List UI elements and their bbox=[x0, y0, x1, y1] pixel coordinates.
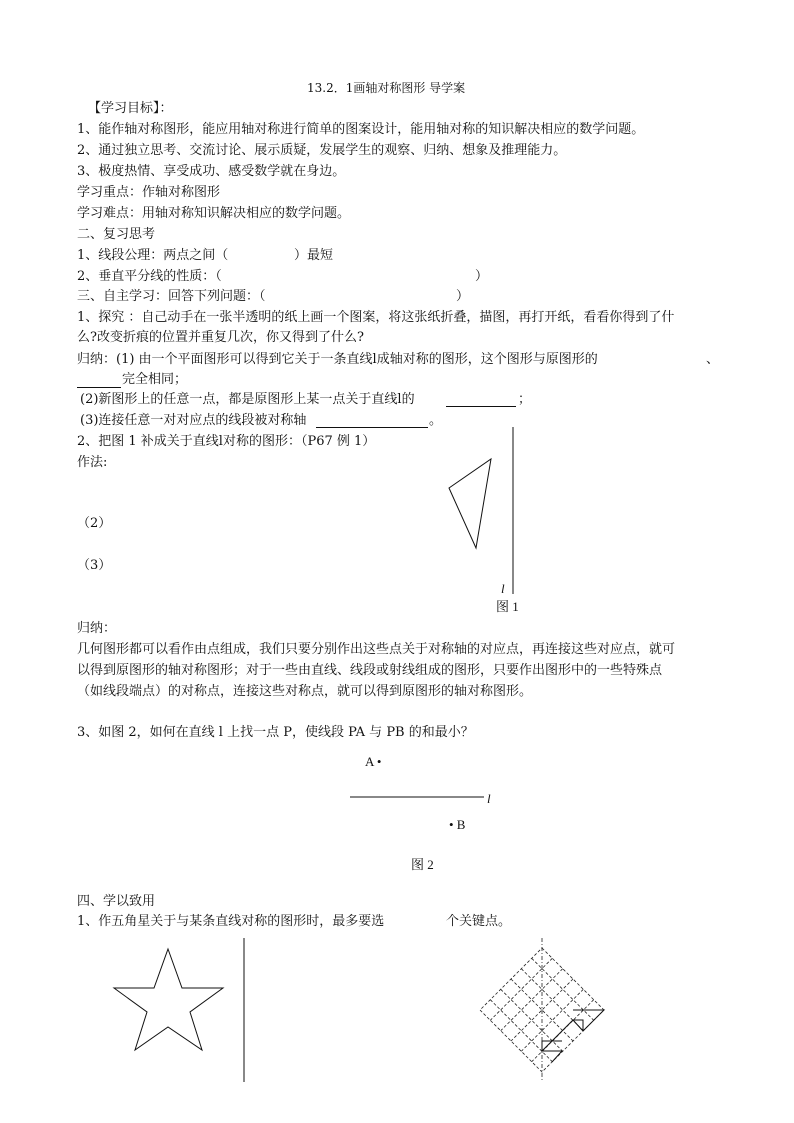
conclusion-line: （如线段端点）的对称点，连接这些对称点，就可以得到原图形的轴对称图形。 bbox=[77, 684, 533, 699]
step-label: （2） bbox=[77, 516, 112, 531]
summary-line: (2)新图形上的任意一点，都是原图形上某一点关于直线l的 bbox=[80, 392, 415, 407]
goal-item: 1、能作轴对称图形，能应用轴对称进行简单的图案设计，能用轴对称的知识解决相应的数学问题。 bbox=[77, 122, 645, 137]
summary-line: 完全相同； bbox=[122, 372, 188, 387]
self-study-heading-start: 三、自主学习：回答下列问题：（ bbox=[77, 289, 266, 304]
goals-heading: 【学习目标】： bbox=[88, 101, 173, 116]
page-title: 13.2．1画轴对称图形 导学案 bbox=[307, 81, 466, 95]
line-label: l bbox=[487, 791, 491, 806]
point-a-label: A • bbox=[365, 754, 382, 769]
axis-label: l bbox=[501, 581, 505, 596]
task3-question: 3、如图 2，如何在直线 l 上找一点 P，使线段 PA 与 PB 的和最小？ bbox=[77, 725, 474, 740]
summary-line: (3)连接任意一对对应点的线段被对称轴 bbox=[80, 413, 307, 428]
method-label: 作法: bbox=[77, 455, 108, 470]
apply-q1-end: 个关键点。 bbox=[446, 914, 512, 929]
review-q1-start: 1、线段公理：两点之间（ bbox=[77, 248, 229, 263]
summary-line: 归纳：(1) 由一个平面图形可以得到它关于一条直线l成轴对称的图形，这个图形与原图形的 bbox=[77, 352, 598, 367]
difficulty: 学习难点：用轴对称知识解决相应的数学问题。 bbox=[77, 206, 351, 221]
summary-line-end: ； bbox=[518, 392, 532, 407]
summary-line-end: 。 bbox=[429, 413, 443, 428]
conclusion-line: 几何图形都可以看作由点组成，我们只要分别作出这些点关于对称轴的对应点，再连接这些对应点，就可 bbox=[77, 642, 676, 657]
conclusion-line: 以得到原图形的轴对称图形；对于一些由直线、线段或射线组成的图形，只要作出图形中的一些特殊点 bbox=[77, 663, 663, 678]
review-q2-start: 2、垂直平分线的性质：（ bbox=[77, 269, 222, 284]
explore-line: 么?改变折痕的位置并重复几次，你又得到了什么? bbox=[77, 330, 364, 345]
goal-item: 3、极度热情、享受成功、感受数学就在身边。 bbox=[77, 164, 346, 179]
star-shape bbox=[114, 949, 223, 1050]
goal-item: 2、通过独立思考、交流讨论、展示质疑，发展学生的观察、归纳、想象及推理能力。 bbox=[77, 143, 567, 158]
review-q1-end: ）最短 bbox=[294, 248, 334, 263]
figure-caption: 图 2 bbox=[411, 857, 434, 872]
conclusion-heading: 归纳： bbox=[77, 621, 117, 636]
apply-q1-start: 1、作五角星关于与某条直线对称的图形时，最多要选 bbox=[77, 914, 385, 929]
self-study-heading-end: ） bbox=[456, 289, 470, 304]
key-point: 学习重点：作轴对称图形 bbox=[77, 185, 221, 200]
point-b-label: • B bbox=[449, 817, 466, 832]
pattern-shape bbox=[542, 1010, 604, 1062]
figure-caption: 图 1 bbox=[496, 599, 519, 614]
review-q2-end: ） bbox=[475, 269, 489, 284]
explore-line: 1、探究 ：自己动手在一张半透明的纸上画一个图案，将这张纸折叠，描图，再打开纸，看看你得到了什 bbox=[77, 310, 675, 325]
apply-heading: 四、学以致用 bbox=[77, 894, 156, 909]
review-heading: 二、复习思考 bbox=[77, 227, 156, 242]
task2: 2、把图 1 补成关于直线l对称的图形：（P67 例 1） bbox=[77, 434, 376, 449]
summary-line-end: 、 bbox=[706, 352, 720, 367]
step-label: （3） bbox=[77, 558, 112, 573]
